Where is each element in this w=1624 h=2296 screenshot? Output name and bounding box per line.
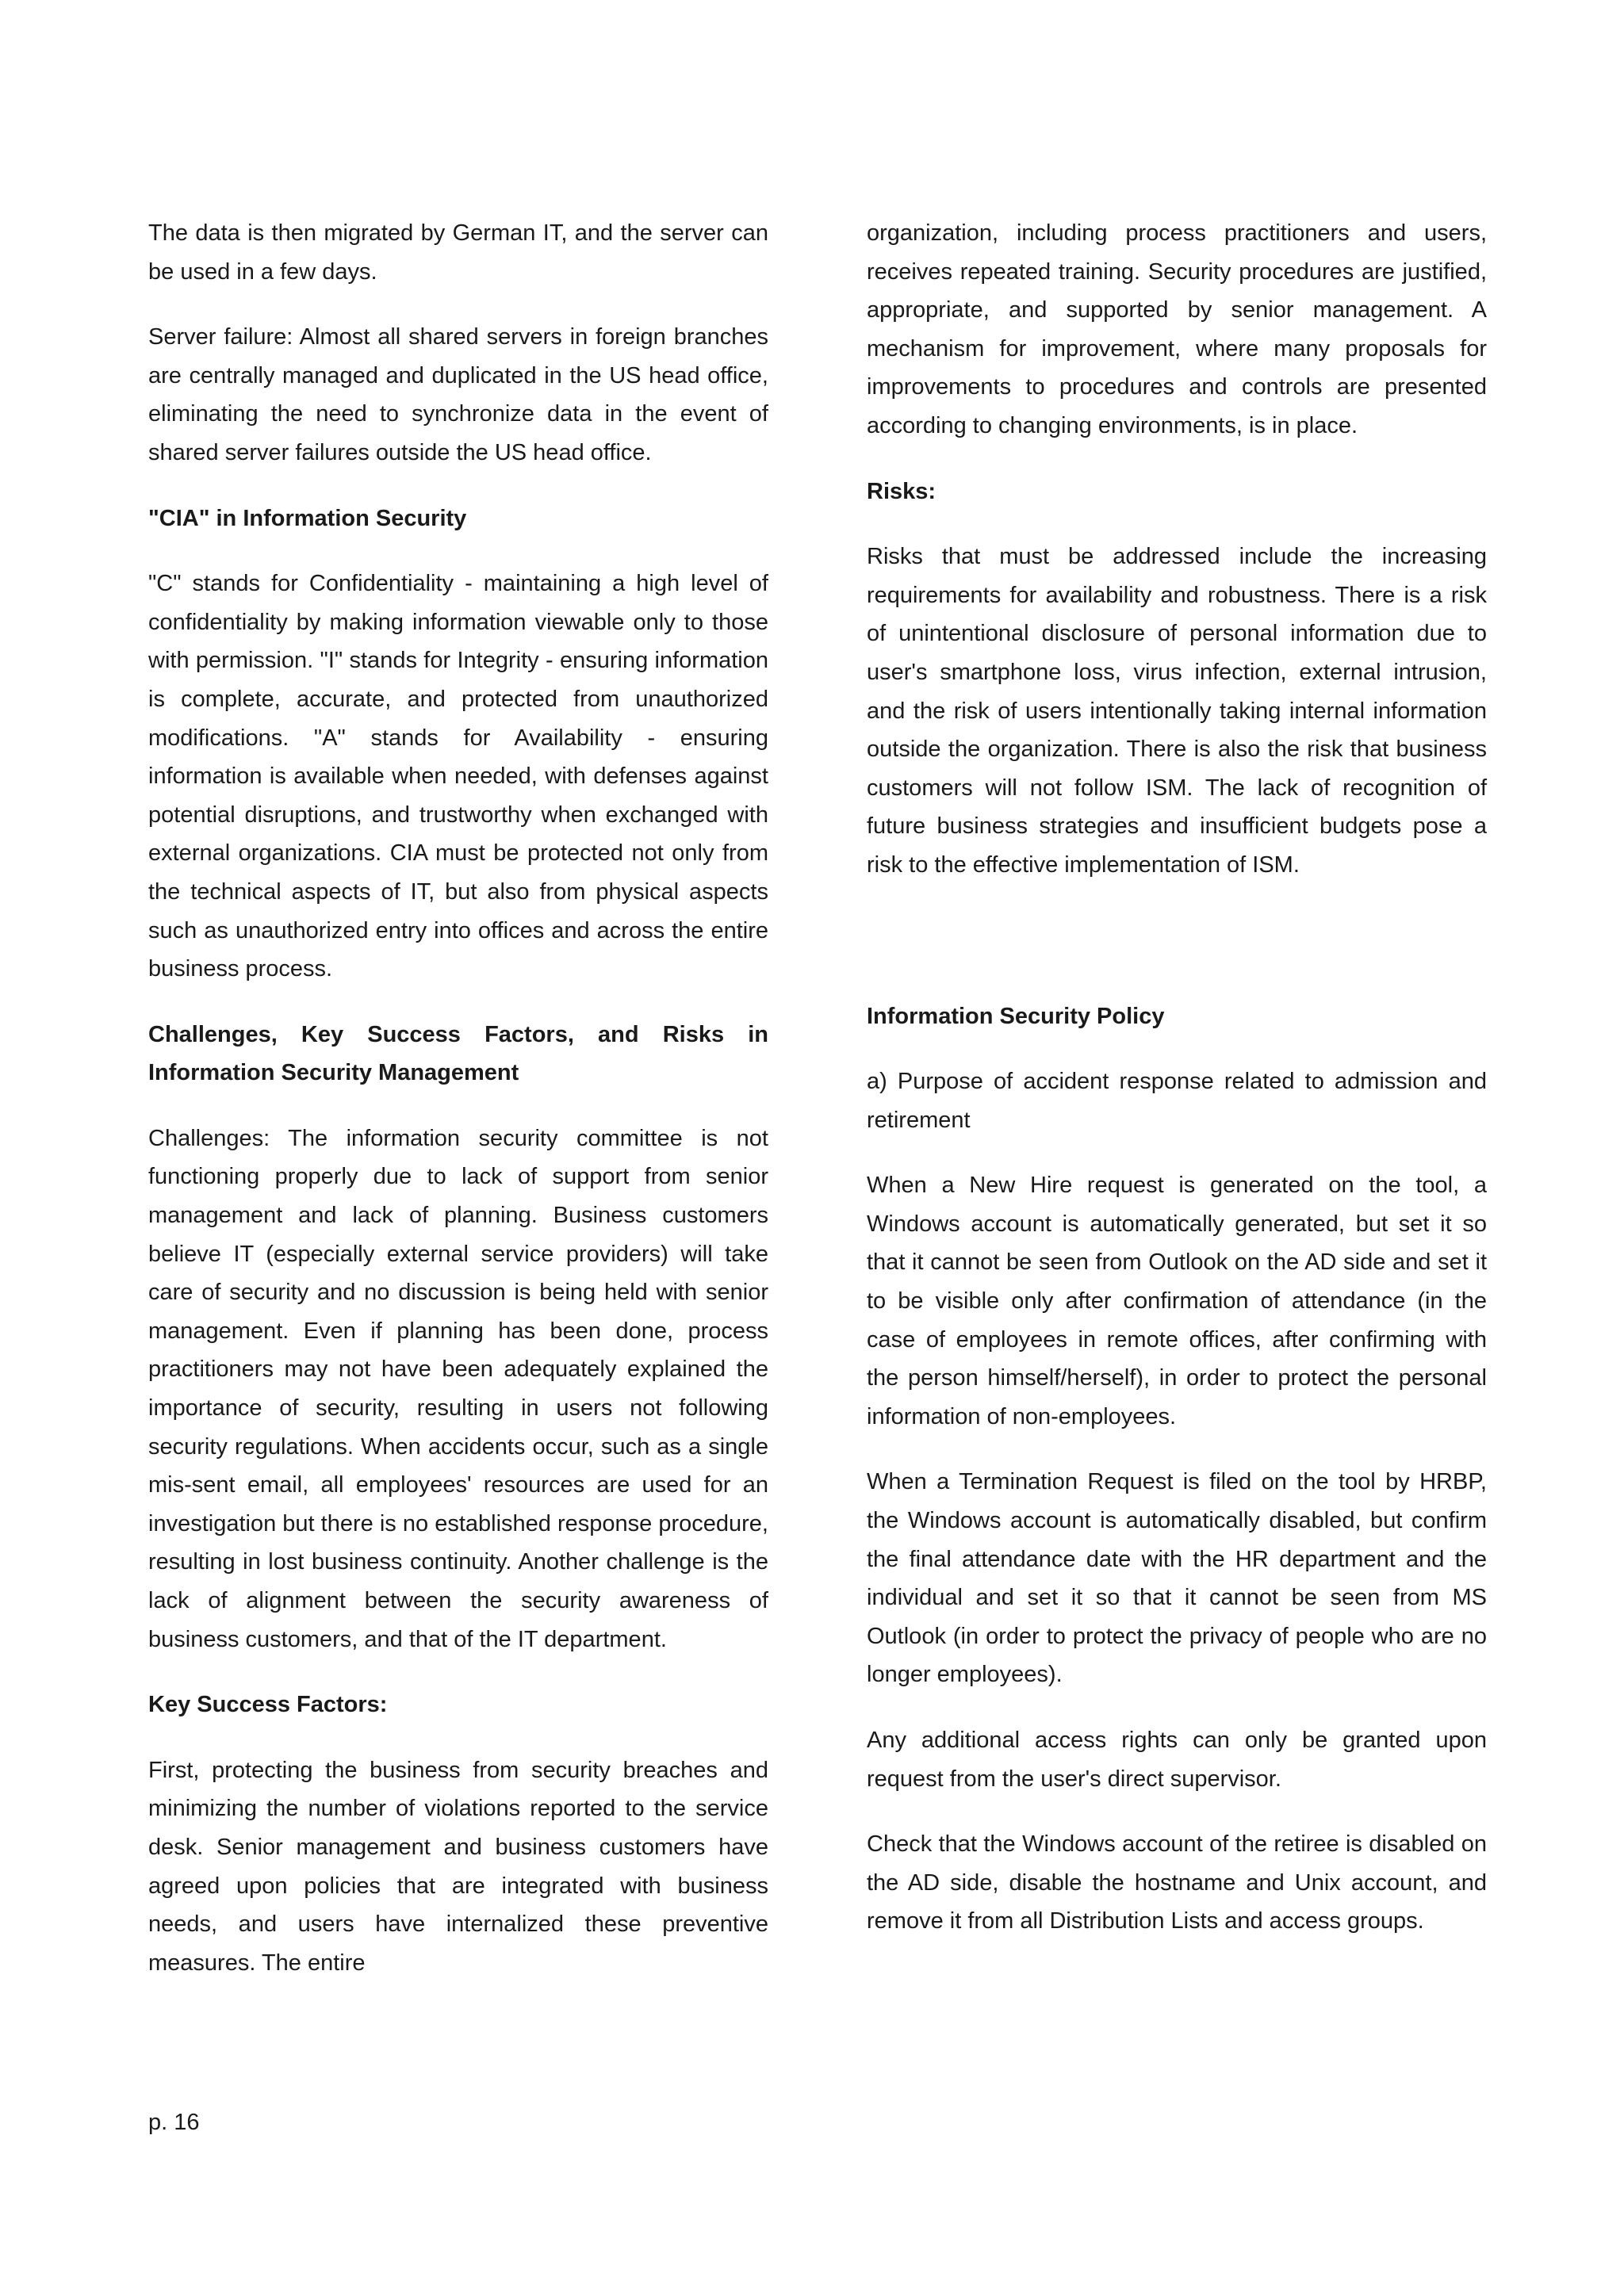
section-heading: "CIA" in Information Security — [148, 505, 467, 531]
paragraph: Challenges: The information security committee is not functioning properly due to lack of support from senior management and lack of planning. Business customers believe IT (especially external service providers) will take care of security and no discussion is being held with senior management. Even if planning has been done, process practitioners may not have been adequately explained the importance of security, resulting in users not following security regulations. When accidents occur, such as a single mis-sent email, all employees' resources are used for an investigation but there is no established response procedure, resulting in lost business continuity. Another challenge is the lack of alignment between the security awareness of business customers, and that of the IT department. — [148, 1125, 768, 1652]
page-number: p. 16 — [148, 2110, 200, 2135]
section-heading: Information Security Policy — [867, 1003, 1165, 1029]
paragraph: a) Purpose of accident response related to admission and retirement — [867, 1069, 1487, 1133]
left-column — [148, 214, 768, 2009]
paragraph: organization, including process practitioners and users, receives repeated training. Security procedures are justified, appropriate, and supported by senior management. A mechanism for improvement, where many proposals for improvements to procedures and controls are presented according to changing environments, is in place. — [867, 220, 1487, 438]
section-heading: Key Success Factors: — [148, 1692, 388, 1718]
paragraph: Check that the Windows account of the retiree is disabled on the AD side, disable the hostname and Unix account, and remove it from all Distribution Lists and access groups. — [867, 1831, 1487, 1934]
paragraph: "C" stands for Confidentiality - maintaining a high level of confidentiality by making information viewable only to those with permission. "I" stands for Integrity - ensuring information is complete, accurate, and protected from unauthorized modifications. "A" stands for Availability - ensuring information is available when needed, with defenses against potential disruptions, and trustworthy when exchanged with external organizations. CIA must be protected not only from the technical aspects of IT, but also from physical aspects such as unauthorized entry into offices and across the entire business process. — [148, 571, 768, 982]
blank-space — [867, 912, 1487, 997]
right-column — [867, 214, 1487, 1968]
paragraph: The data is then migrated by German IT, and the server can be used in a few days. — [148, 220, 768, 285]
paragraph: Risks that must be addressed include the increasing requirements for availability and robustness. There is a risk of unintentional disclosure of personal information due to user's smartphone loss, virus infection, external intrusion, and the risk of users intentionally taking internal information outside the organization. There is also the risk that business customers will not follow ISM. The lack of recognition of future business strategies and insufficient budgets pose a risk to the effective implementation of ISM. — [867, 544, 1487, 878]
paragraph: Any additional access rights can only be granted upon request from the user's direct supervisor. — [867, 1728, 1487, 1792]
paragraph: First, protecting the business from security breaches and minimizing the number of violations reported to the service desk. Senior management and business customers have agreed upon policies that are integrated with business needs, and users have internalized these preventive measures. The entire — [148, 1757, 768, 1976]
paragraph: Server failure: Almost all shared servers in foreign branches are centrally managed and duplicated in the US head office, eliminating the need to synchronize data in the event of shared server failures outside the US head office. — [148, 324, 768, 465]
paragraph: When a New Hire request is generated on the tool, a Windows account is automatically generated, but set it so that it cannot be seen from Outlook on the AD side and set it to be visible only after confirmation of attendance (in the case of employees in remote offices, after confirming with the person himself/herself), in order to protect the personal information of non-employees. — [867, 1173, 1487, 1429]
paragraph: When a Termination Request is filed on the tool by HRBP, the Windows account is automatically disabled, but confirm the final attendance date with the HR department and the individual and set it so that it cannot be seen from MS Outlook (in order to protect the privacy of people who are no longer employees). — [867, 1469, 1487, 1688]
section-heading: Challenges, Key Success Factors, and Risks in Information Security Management — [148, 1021, 768, 1086]
section-heading: Risks: — [867, 478, 936, 504]
